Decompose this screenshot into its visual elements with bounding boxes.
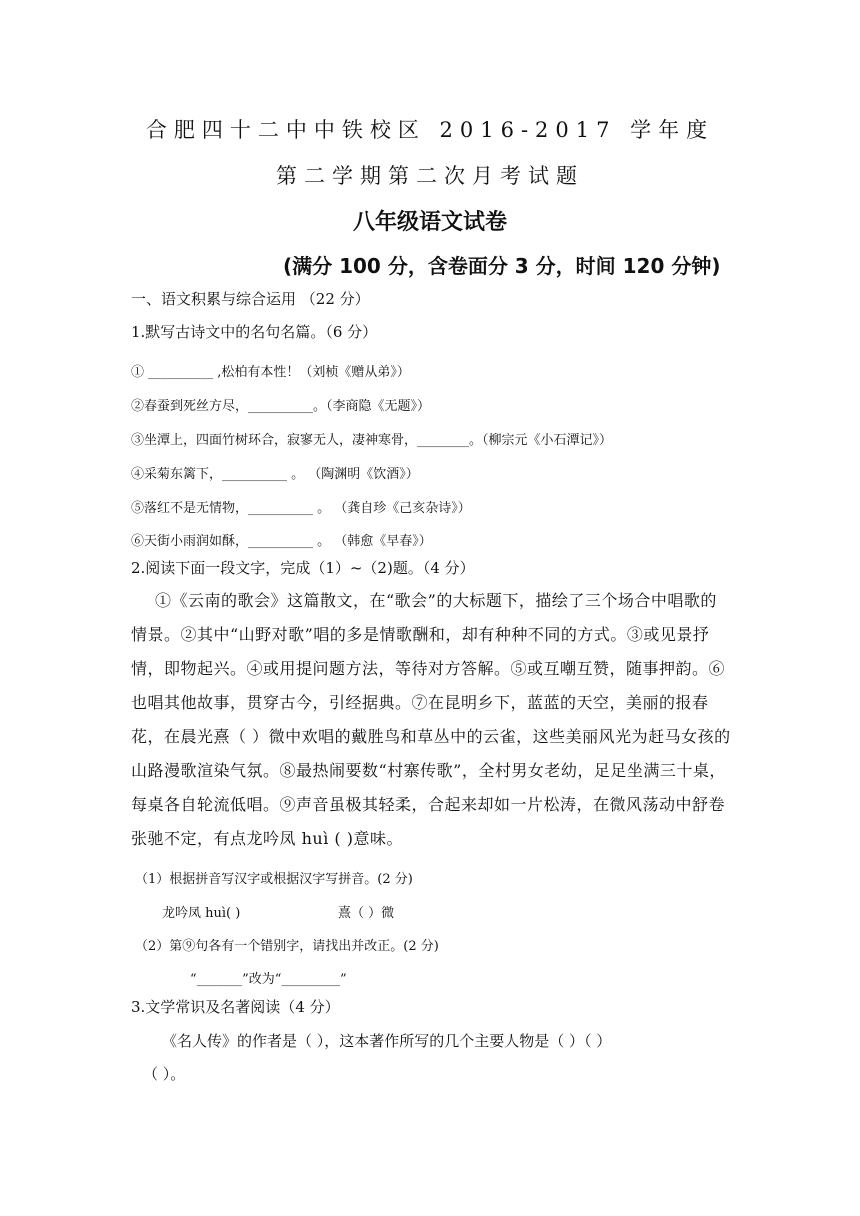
reading-paragraph: ①《云南的歌会》这篇散文，在“歌会”的大标题下，描绘了三个场合中唱歌的情景。②其中“山野对歌”唱的多是情歌酬和，却有种种不同的方式。③或见景抒情，即物起兴。④或用提问题方法，等待对方答解。⑤或互嘲互赞，随事押韵。⑥也唱其他故事，贯穿古今，引经据典。⑦在昆明乡下，蓝蓝的天空，美丽的报春花，在晨光熹（ ）微中欢唱的戴胜鸟和草丛中的云雀，这些美丽风光为赶马女孩的山路漫歌渲染气氛。⑧最热闹要数“村寨传歌”，全村男女老幼，足足坐满三十桌，每桌各自轮流低唱。⑨声音虽极其轻柔，合起来却如一片松涛，在微风荡动中舒卷张驰不定，有点龙吟凤 huì ( )意味。 <box>131 591 731 848</box>
exam-score-info: (满分 100 分，含卷面分 3 分，时间 120 分钟) <box>283 254 721 278</box>
question-1-item: ②春蚕到死丝方尽，__________。（李商隐《无题》） <box>131 399 431 414</box>
question-2-sub-1: （1）根据拼音写汉字或根据汉字写拼音。(2 分) <box>135 872 413 887</box>
question-2-sub-1-blank-a: 龙吟凤 huì( ) <box>162 906 241 921</box>
exam-term-title: 第二学期第二次月考试题 <box>276 164 584 188</box>
exam-school-title: 合肥四十二中中铁校区 2016-2017 学年度 <box>145 118 715 142</box>
question-3-heading: 3.文学常识及名著阅读（4 分） <box>131 998 340 1016</box>
question-1-heading: 1.默写古诗文中的名句名篇。（6 分） <box>131 323 378 341</box>
question-1-item: ⑤落红不是无情物，__________ 。 （龚自珍《己亥杂诗》） <box>131 501 471 516</box>
question-1-item: ④采菊东篱下，__________ 。 （陶渊明《饮酒》） <box>131 467 419 482</box>
question-2-sub-2-answer: “_______”改为“_________” <box>190 972 347 987</box>
question-1-item: ① __________ ,松柏有本性！（刘桢《赠从弟》） <box>131 365 410 380</box>
question-2-sub-2: （2）第⑨句各有一个错别字，请找出并改正。(2 分) <box>135 939 439 954</box>
question-2-sub-1-blank-b: 熹（ ）微 <box>338 906 395 921</box>
section-1-heading: 一、语文积累与综合运用 （22 分） <box>131 290 370 308</box>
question-3-line-1: 《名人传》的作者是（ ），这本著作所写的几个主要人物是（ ）（ ） <box>162 1032 612 1050</box>
question-1-item: ③坐潭上，四面竹树环合，寂寥无人，凄神寒骨，________。（柳宗元《小石潭记》） <box>131 433 613 448</box>
exam-subject-title: 八年级语文试卷 <box>352 210 507 235</box>
question-3-line-2: （ ）。 <box>143 1065 186 1083</box>
question-1-item: ⑥天街小雨润如酥，__________ 。 （韩愈《早春》） <box>131 534 432 549</box>
question-2-heading: 2.阅读下面一段文字，完成（1）~（2)题。（4 分） <box>131 559 475 577</box>
